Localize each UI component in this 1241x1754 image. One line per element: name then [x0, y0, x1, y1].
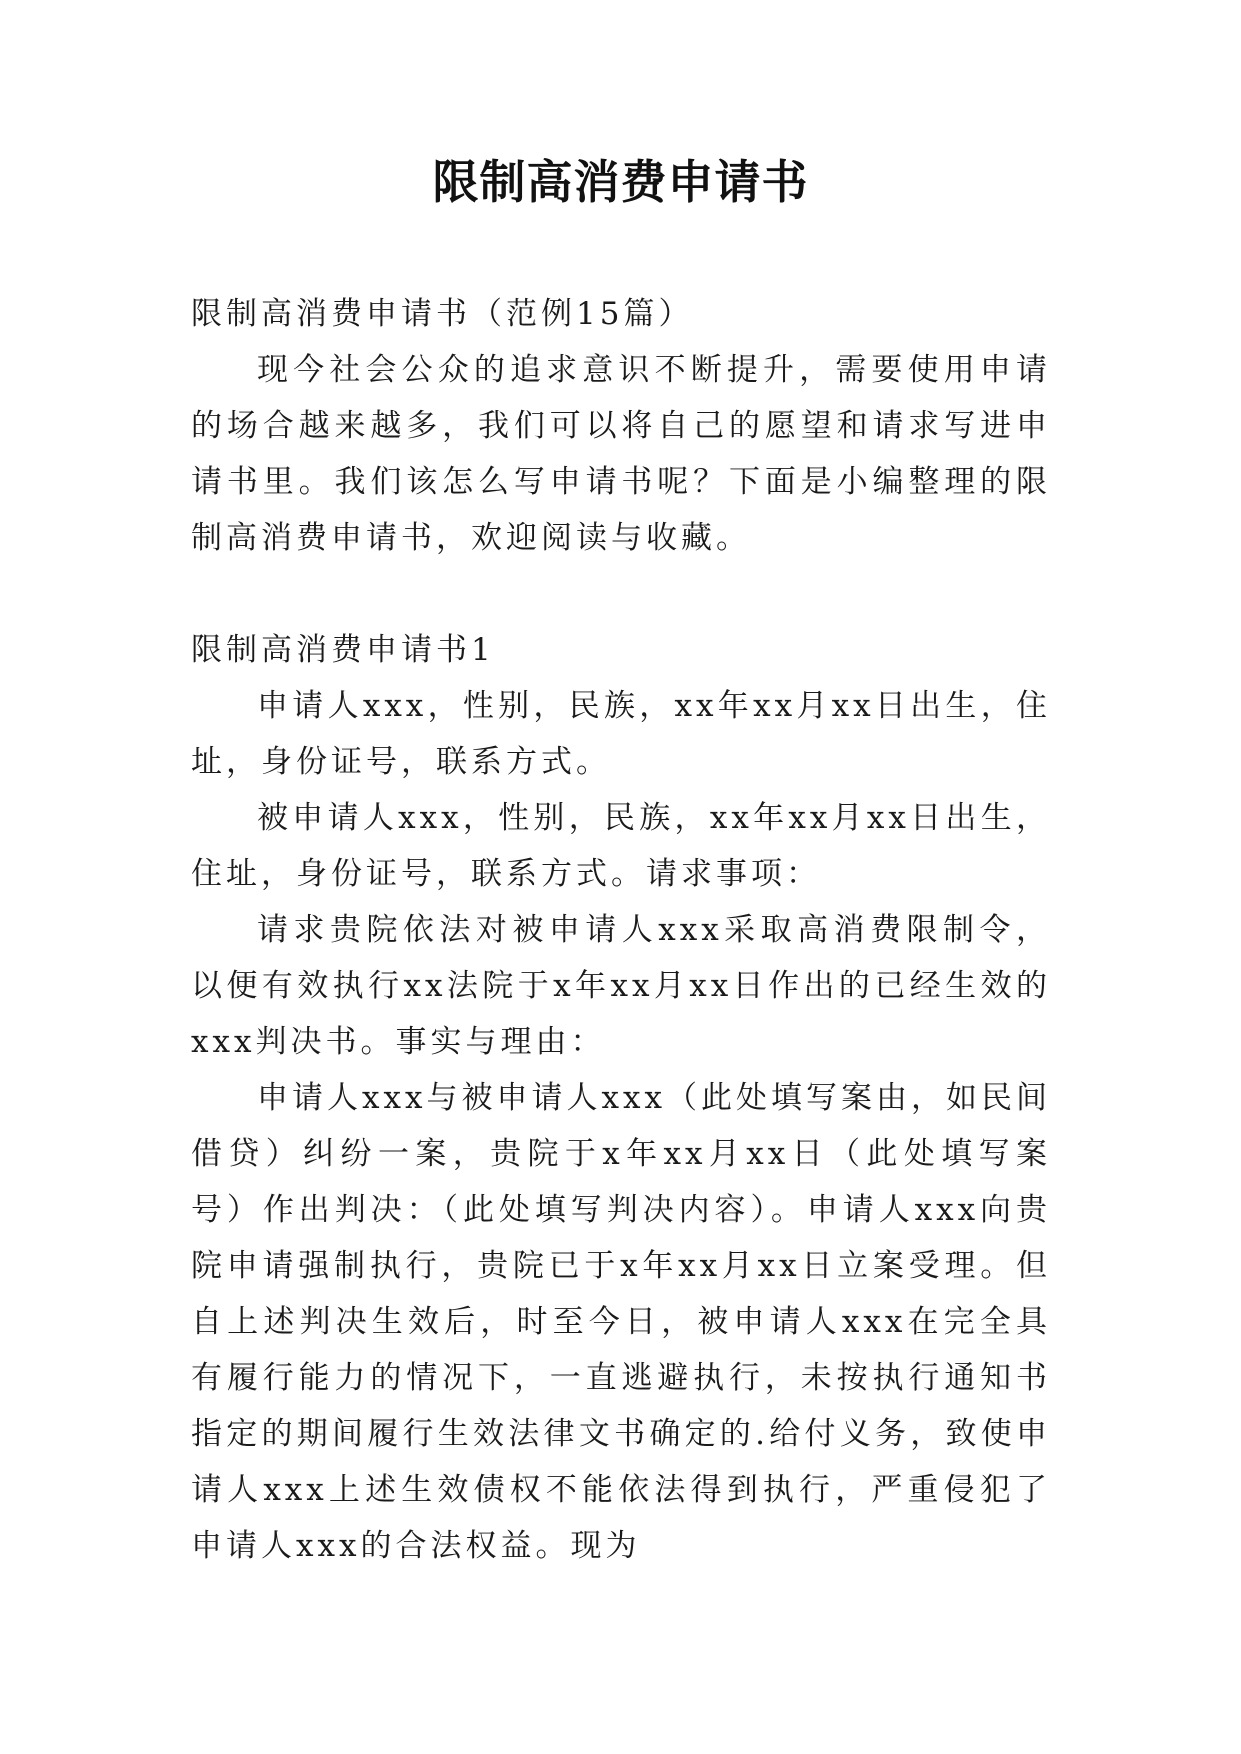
section-heading: 限制高消费申请书1	[191, 632, 495, 668]
paragraph-respondent: 被申请人xxx，性别，民族，xx年xx月xx日出生，住址，身份证号，联系方式。请求事项：	[191, 800, 1051, 892]
paragraph-facts: 申请人xxx与被申请人xxx（此处填写案由，如民间借贷）纠纷一案，贵院于x年xx月xx日（此处填写案号）作出判决：（此处填写判决内容）。申请人xxx向贵院申请强制执行，贵院已于x年xx月xx日立案受理。但自上述判决生效后，时至今日，被申请人xxx在完全具有履行能力的情况下，一直逃避执行，未按执行通知书指定的期间履行生效法律文书确定的.给付义务，致使申请人xxx上述生效债权不能依法得到执行，严重侵犯了申请人xxx的合法权益。现为	[191, 1080, 1051, 1564]
document-subtitle: 限制高消费申请书（范例15篇）	[191, 296, 694, 332]
document-body	[191, 286, 1051, 1574]
paragraph-request: 请求贵院依法对被申请人xxx采取高消费限制令，以便有效执行xx法院于x年xx月xx日作出的已经生效的xxx判决书。事实与理由：	[191, 912, 1051, 1060]
paragraph-applicant: 申请人xxx，性别，民族，xx年xx月xx日出生，住址，身份证号，联系方式。	[191, 688, 1051, 780]
intro-paragraph: 现今社会公众的追求意识不断提升，需要使用申请的场合越来越多，我们可以将自己的愿望和请求写进申请书里。我们该怎么写申请书呢？下面是小编整理的限制高消费申请书，欢迎阅读与收藏。	[191, 352, 1051, 556]
document-title: 限制高消费申请书	[432, 155, 809, 209]
